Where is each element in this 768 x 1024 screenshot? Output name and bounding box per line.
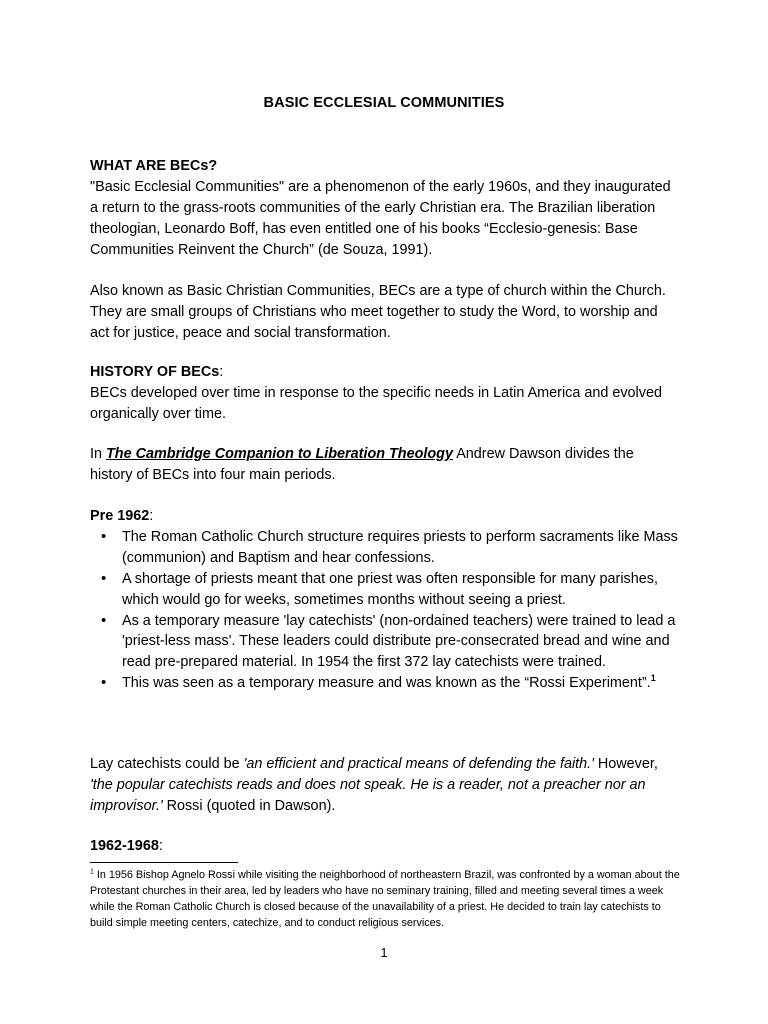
section-heading-history — [90, 362, 680, 383]
paragraph-lay-catechists-block — [90, 754, 680, 817]
paragraph-what-2: Also known as Basic Christian Communities, BECs are a type of church within the Church. They are small groups of Christians who meet together to study the Word, to worship and act for justice, peace and social transformation. — [90, 283, 666, 341]
section-pre-1962 — [90, 506, 680, 694]
footnote-mark: 1 — [90, 868, 94, 876]
section-1962-1968 — [90, 836, 680, 857]
lay-text-1: Lay catechists could be — [90, 756, 244, 772]
paragraph-lay-catechists — [90, 754, 680, 817]
list-item-text: This was seen as a temporary measure and was known as the “Rossi Experiment”. — [122, 675, 651, 692]
section-heading-1962-1968-text: 1962-1968 — [90, 838, 159, 854]
lay-quote-2: 'the popular catechists reads and does not speak. He is a reader, not a preacher nor an improvisor.' — [90, 776, 646, 814]
lay-text-3: Rossi (quoted in Dawson). — [162, 797, 336, 814]
book-title-link[interactable]: The Cambridge Companion to Liberation Theology — [106, 446, 453, 462]
list-item: • As a temporary measure 'lay catechists' (non-ordained teachers) were trained to lead a 'priest-less mass'. These leaders could distribute pre-consecrated bread and wine and read pre-prepared material. In 1954 the first 372 lay catechists were trained. — [90, 611, 680, 674]
list-item: • A shortage of priests meant that one priest was often responsible for many parishes, which would go for weeks, sometimes months without seeing a priest. — [90, 569, 680, 611]
section-heading-pre-1962 — [90, 506, 680, 527]
section-heading-what: WHAT ARE BECs? — [90, 158, 218, 174]
section-heading-pre-1962-colon: : — [149, 508, 154, 524]
paragraph-what-1: "Basic Ecclesial Communities" are a phenomenon of the early 1960s, and they inaugurated a return to the grass-roots communities of the early Christian era. The Brazilian liberation theologian, Leonardo Boff, has even entitled one of his books “Ecclesio-genesis: Base Communities Reinvent the Church” (de Souza, 1991). — [90, 178, 671, 258]
paragraph-history-1: BECs developed over time in response to the specific needs in Latin America and evolved organically over time. — [90, 384, 662, 422]
paragraph-what-2-block — [90, 281, 680, 344]
section-history — [90, 362, 680, 425]
paragraph-history-2-suffix: Andrew Dawson divides the history of BECs into four main periods. — [90, 446, 634, 483]
paragraph-history-2 — [90, 444, 680, 486]
footnote-separator — [90, 862, 238, 863]
section-heading-history-colon: : — [219, 364, 224, 380]
lay-quote-1: 'an efficient and practical means of defending the faith.' — [243, 756, 594, 772]
footnote — [90, 867, 680, 931]
footnote-reference[interactable]: 1 — [650, 673, 656, 684]
section-heading-pre-1962-text: Pre 1962 — [90, 508, 150, 524]
bullet-list-pre-1962 — [90, 527, 680, 694]
section-heading-history-text: HISTORY OF BECs — [90, 364, 220, 380]
lay-text-2: However, — [593, 756, 658, 772]
page-number: 1 — [380, 945, 388, 960]
section-heading-1962-1968 — [90, 836, 680, 857]
paragraph-history-2-prefix: In — [90, 446, 106, 462]
paragraph-history-2-block — [90, 444, 680, 486]
section-what-are-becs — [90, 156, 680, 261]
section-heading-1962-1968-colon: : — [158, 838, 163, 854]
document-title: BASIC ECCLESIAL COMMUNITIES — [263, 95, 505, 111]
list-item-last — [90, 673, 680, 694]
footnote-text: In 1956 Bishop Agnelo Rossi while visiting the neighborhood of northeastern Brazil, was confronted by a woman about the Protestant churches in their area, led by leaders who have no seminary training, filled and meeting several times a week while the Roman Catholic Church is closed because of the unavailability of a priest. He decided to train lay catechists to build simple meeting centers, catechize, and to conduct religious services. — [90, 869, 680, 929]
list-item: • The Roman Catholic Church structure requires priests to perform sacraments like Mass (communion) and Baptism and hear confessions. — [90, 527, 680, 569]
